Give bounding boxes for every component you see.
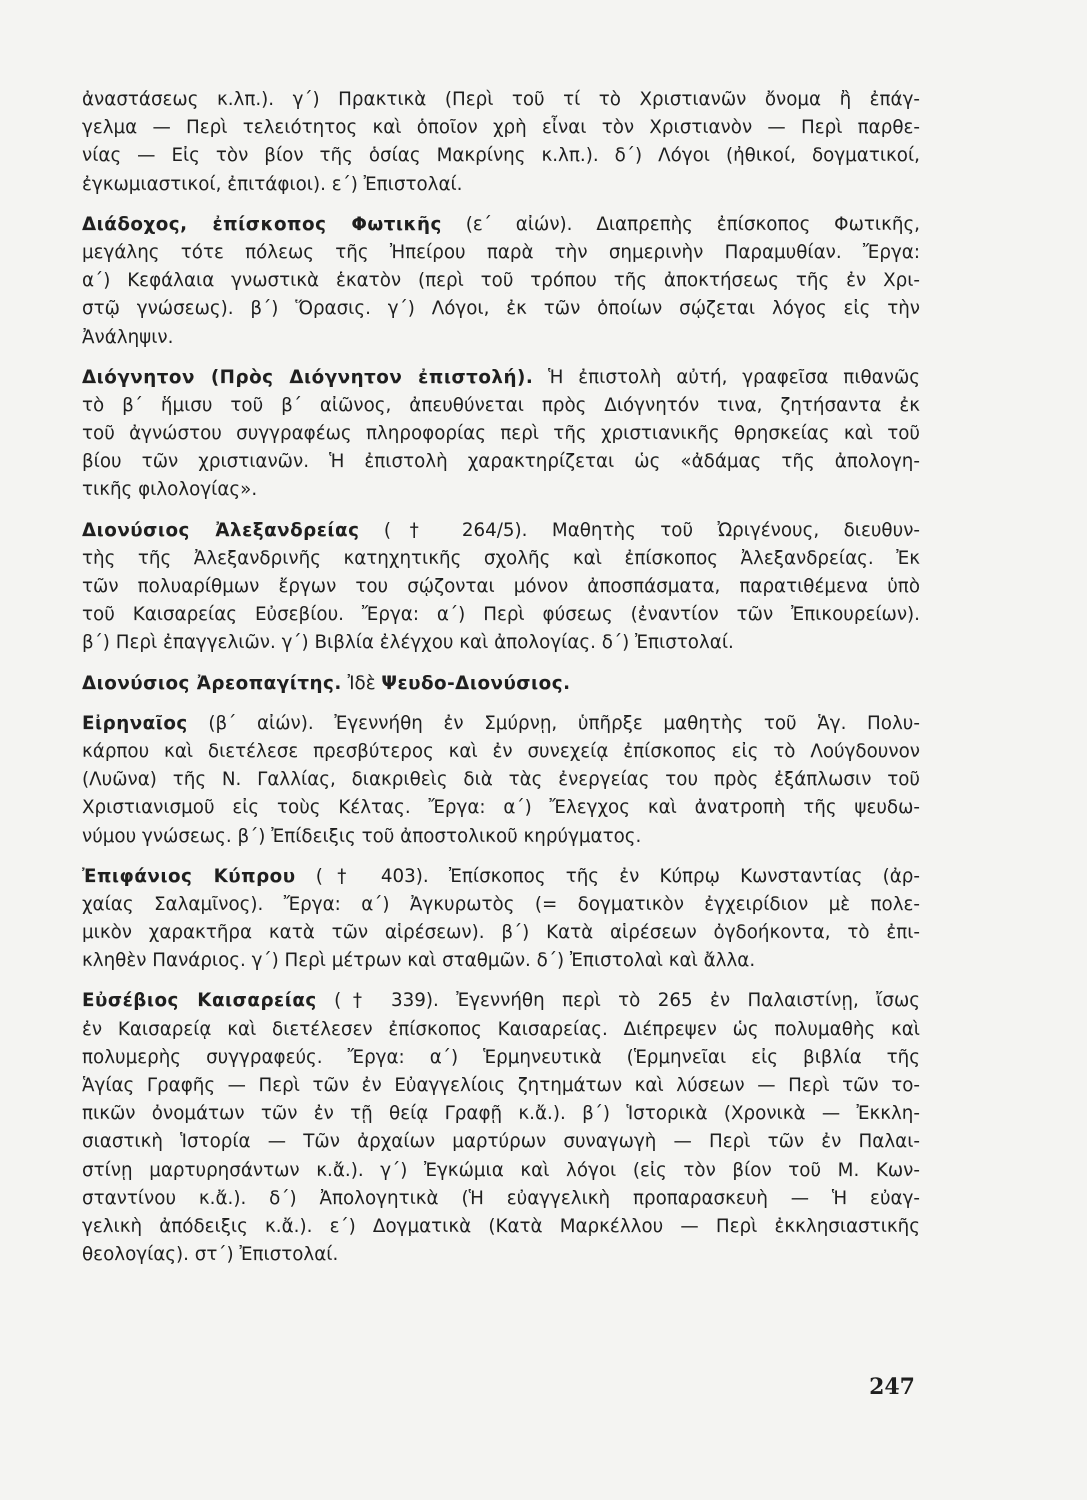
text-line [82, 794, 920, 822]
line-text: σταντίνου κ.ἄ.). δ΄) Ἀπολογητικὰ (Ἡ εὐαγγελικὴ προπαρασκευὴ — Ἡ εὐαγ- [82, 1187, 920, 1209]
dictionary-entry [82, 863, 920, 976]
text-line [82, 142, 920, 170]
text-line [82, 629, 920, 657]
entry-gap [82, 698, 920, 710]
text-line [82, 448, 920, 476]
text-line [82, 1072, 920, 1100]
text-line [82, 1241, 920, 1269]
line-text: γελμα — Περὶ τελειότητος καὶ ὁποῖον χρὴ εἶναι τὸν Χριστιανὸν — Περὶ παρθε- [82, 117, 920, 139]
text-line [82, 1016, 920, 1044]
entry-gap [82, 352, 920, 364]
text-line [82, 295, 920, 323]
text-line [82, 919, 920, 947]
line-text: θεολογίας). στ΄) Ἐπιστολαί. [82, 1244, 339, 1266]
line-text: ἐγκωμιαστικοί, ἐπιτάφιοι). ε΄) Ἐπιστολαί. [82, 173, 463, 195]
line-text: στίνῃ μαρτυρησάντων κ.ἄ.). γ΄) Ἐγκώμια καὶ λόγοι (εἰς τὸν βίον τοῦ Μ. Κων- [82, 1159, 920, 1181]
entry-heading: Διάδοχος, ἐπίσκοπος Φωτικῆς [82, 213, 442, 235]
page-number: 247 [869, 1374, 915, 1400]
line-text: (Λυῶνα) τῆς Ν. Γαλλίας, διακριθεὶς διὰ τὰς ἐνεργείας του πρὸς ἐξάπλωσιν τοῦ [82, 769, 920, 791]
text-line [82, 1213, 920, 1241]
line-text: ἐν Καισαρείᾳ καὶ διετέλεσεν ἐπίσκοπος Καισαρείας. Διέπρεψεν ὡς πολυμαθὴς καὶ [82, 1018, 920, 1040]
dictionary-entry [82, 710, 920, 851]
text-line [82, 476, 920, 504]
line-text: (ε΄ αἰών). Διαπρεπὴς ἐπίσκοπος Φωτικῆς, [441, 213, 920, 235]
dictionary-entry [82, 517, 920, 658]
text-line [82, 267, 920, 295]
text-line [82, 1128, 920, 1156]
line-text: (β΄ αἰών). Ἐγεννήθη ἐν Σμύρνῃ, ὑπῆρξε μαθητὴς τοῦ Ἁγ. Πολυ- [187, 712, 920, 734]
text-line [82, 171, 920, 199]
line-text: μεγάλης τότε πόλεως τῆς Ἠπείρου παρὰ τὴν σημερινὴν Παραμυθίαν. Ἔργα: [82, 241, 920, 263]
line-text: τῶν πολυαρίθμων ἔργων του σῴζονται μόνον ἀποσπάσματα, παρατιθέμενα ὑπὸ [82, 576, 920, 597]
entry-gap [82, 851, 920, 863]
line-text: νίας — Εἰς τὸν βίον τῆς ὁσίας Μακρίνης κ.λπ.). δ΄) Λόγοι (ἠθικοί, δογματικοί, [82, 145, 920, 167]
entry-gap [82, 658, 920, 670]
line-text: τὸ β΄ ἥμισυ τοῦ β΄ αἰῶνος, ἀπευθύνεται πρὸς Διόγνητόν τινα, ζητήσαντα ἐκ [82, 394, 920, 416]
text-line [82, 987, 920, 1015]
line-text: κληθὲν Πανάριος. γ΄) Περὶ μέτρων καὶ σταθμῶν. δ΄) Ἐπιστολαὶ καὶ ἄλλα. [82, 950, 756, 972]
text-line [82, 710, 920, 738]
line-text: α΄) Κεφάλαια γνωστικὰ ἑκατὸν (περὶ τοῦ τρόπου τῆς ἀποκτήσεως τῆς ἐν Χρι- [82, 270, 920, 292]
line-text: († 403). Ἐπίσκοπος τῆς ἐν Κύπρῳ Κωνσταντίας (ἀρ- [295, 865, 921, 887]
text-line [82, 670, 920, 698]
line-text: βίου τῶν χριστιανῶν. Ἡ ἐπιστολὴ χαρακτηρίζεται ὡς «ἀδάμας τῆς ἀπολογη- [82, 451, 920, 473]
line-text: Ἁγίας Γραφῆς — Περὶ τῶν ἐν Εὐαγγελίοις ζητημάτων καὶ λύσεων — Περὶ τῶν το- [82, 1075, 920, 1096]
text-line [82, 517, 920, 545]
line-text: τικῆς φιλολογίας». [82, 479, 258, 501]
entry-heading: Εὐσέβιος Καισαρείας [82, 990, 317, 1012]
text-line [82, 601, 920, 629]
text-line [82, 823, 920, 851]
line-text: β΄) Περὶ ἐπαγγελιῶν. γ΄) Βιβλία ἐλέγχου καὶ ἀπολογίας. δ΄) Ἐπιστολαί. [82, 632, 734, 654]
line-text: τοῦ ἀγνώστου συγγραφέως πληροφορίας περὶ τῆς χριστιανικῆς θρησκείας καὶ τοῦ [82, 423, 920, 445]
text-line [82, 239, 920, 267]
cross-reference: Ψευδο-Διονύσιος. [381, 672, 571, 694]
dictionary-entry [82, 86, 920, 199]
text-line [82, 1185, 920, 1213]
dictionary-entry [82, 987, 920, 1269]
entry-heading: Διονύσιος Ἀλεξανδρείας [82, 519, 360, 541]
text-line [82, 324, 920, 352]
line-text: († 264/5). Μαθητὴς τοῦ Ὠριγένους, διευθυν- [359, 519, 921, 541]
line-text: Ἡ ἐπιστολὴ αὐτή, γραφεῖσα πιθανῶς [533, 366, 920, 388]
text-line [82, 1100, 920, 1128]
line-text: Χριστιανισμοῦ εἰς τοὺς Κέλτας. Ἔργα: α΄) Ἔλεγχος καὶ ἀνατροπὴ τῆς ψευδω- [82, 797, 920, 819]
text-line [82, 1044, 920, 1072]
dictionary-entry [82, 211, 920, 352]
text-line [82, 738, 920, 766]
entry-heading: Διονύσιος Ἀρεοπαγίτης. [82, 672, 342, 694]
text-line [82, 1157, 920, 1185]
entry-gap [82, 199, 920, 211]
entry-heading: Διόγνητον (Πρὸς Διόγνητον ἐπιστολή). [82, 366, 534, 388]
line-text: σιαστικὴ Ἱστορία — Τῶν ἀρχαίων μαρτύρων συναγωγὴ — Περὶ τῶν ἐν Παλαι- [82, 1131, 920, 1153]
text-line [82, 573, 920, 601]
text-line [82, 420, 920, 448]
entry-heading: Ἐπιφάνιος Κύπρου [82, 865, 296, 887]
line-text: τοῦ Καισαρείας Εὐσεβίου. Ἔργα: α΄) Περὶ φύσεως (ἐναντίον τῶν Ἐπικουρείων). [82, 604, 920, 626]
text-line [82, 211, 920, 239]
dictionary-entry [82, 364, 920, 505]
text-line [82, 545, 920, 573]
line-text: πικῶν ὀνομάτων τῶν ἐν τῇ θείᾳ Γραφῇ κ.ἄ.). β΄) Ἱστορικὰ (Χρονικὰ — Ἐκκλη- [82, 1103, 920, 1125]
line-text: στῷ γνώσεως). β΄) Ὅρασις. γ΄) Λόγοι, ἐκ τῶν ὁποίων σῴζεται λόγος εἰς τὴν [82, 298, 920, 320]
line-text: Ἰδὲ [341, 672, 382, 694]
entry-gap [82, 975, 920, 987]
line-text: τὴς τῆς Ἀλεξανδρινῆς κατηχητικῆς σχολῆς καὶ ἐπίσκοπος Ἀλεξανδρείας. Ἐκ [82, 547, 920, 569]
dictionary-entry [82, 670, 920, 698]
text-line [82, 392, 920, 420]
text-line [82, 947, 920, 975]
line-text: κάρπου καὶ διετέλεσε πρεσβύτερος καὶ ἐν συνεχείᾳ ἐπίσκοπος εἰς τὸ Λούγδουνον [82, 740, 920, 762]
text-line [82, 891, 920, 919]
line-text: ἀναστάσεως κ.λπ.). γ΄) Πρακτικὰ (Περὶ τοῦ τί τὸ Χριστιανῶν ὄνομα ἢ ἐπάγ- [82, 89, 920, 110]
line-text: γελικὴ ἀπόδειξις κ.ἄ.). ε΄) Δογματικὰ (Κατὰ Μαρκέλλου — Περὶ ἐκκλησιαστικῆς [82, 1215, 920, 1237]
line-text: μικὸν χαρακτῆρα κατὰ τῶν αἱρέσεων). β΄) Κατὰ αἱρέσεων ὀγδοήκοντα, τὸ ἐπι- [82, 922, 920, 944]
entry-heading: Εἰρηναῖος [82, 712, 188, 734]
entry-gap [82, 505, 920, 517]
line-text: χαίας Σαλαμῖνος). Ἔργα: α΄) Ἀγκυρωτὸς (= δογματικὸν ἐγχειρίδιον μὲ πολε- [82, 893, 920, 915]
text-line [82, 86, 920, 114]
line-text: († 339). Ἐγεννήθη περὶ τὸ 265 ἐν Παλαιστίνῃ, ἴσως [316, 990, 920, 1012]
text-body [82, 86, 920, 1269]
text-line [82, 863, 920, 891]
line-text: νύμου γνώσεως. β΄) Ἐπίδειξις τοῦ ἀποστολικοῦ κηρύγματος. [82, 825, 642, 847]
text-line [82, 114, 920, 142]
line-text: Ἀνάληψιν. [82, 326, 174, 348]
text-line [82, 364, 920, 392]
text-line [82, 766, 920, 794]
line-text: πολυμερὴς συγγραφεύς. Ἔργα: α΄) Ἑρμηνευτικὰ (Ἑρμηνεῖαι εἰς βιβλία τῆς [82, 1046, 920, 1068]
